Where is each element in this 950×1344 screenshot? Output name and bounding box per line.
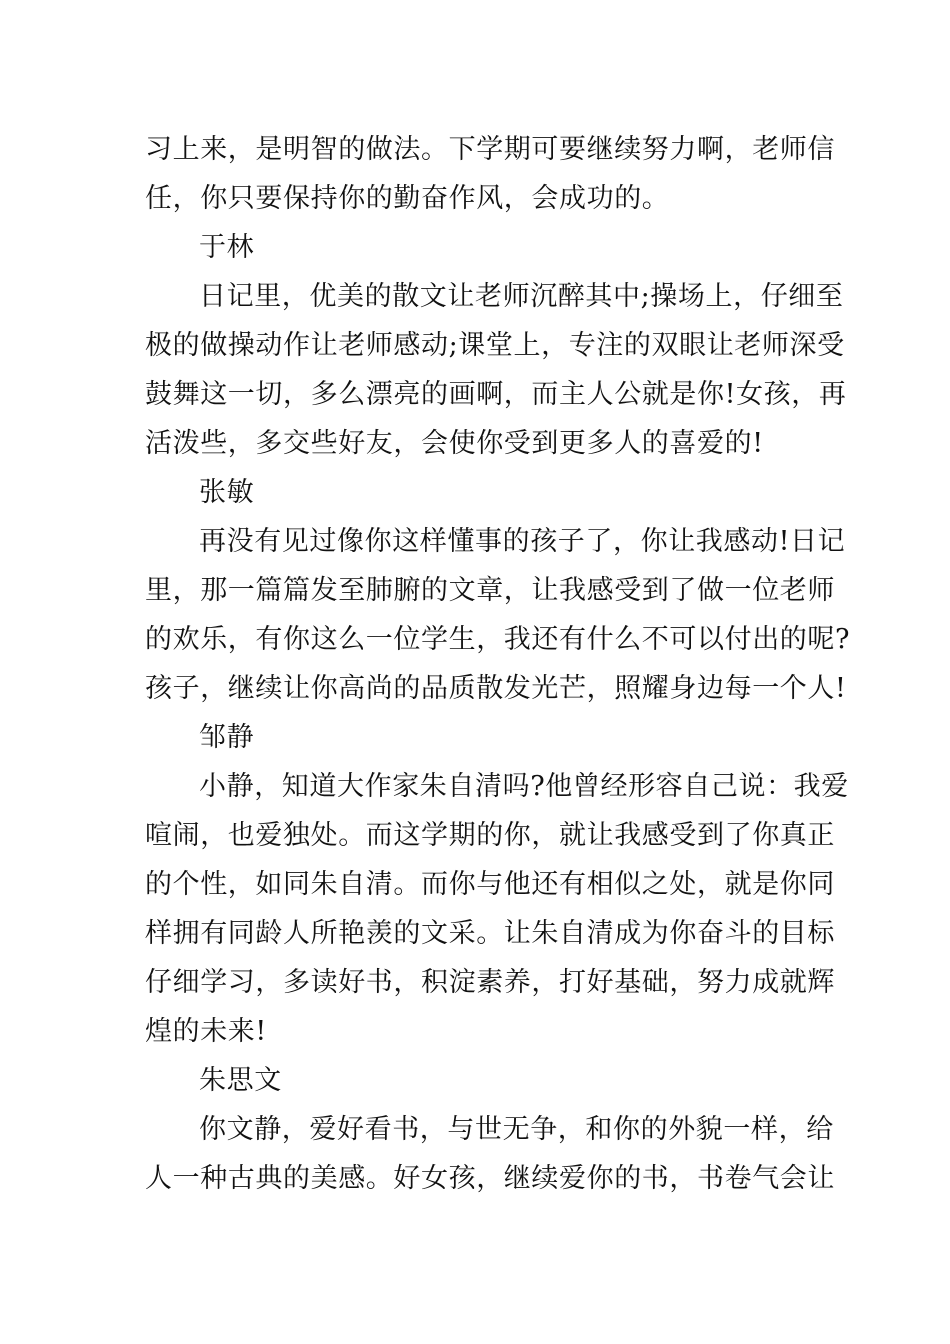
comment-paragraph <box>145 1105 835 1203</box>
paragraph-line: 再没有见过像你这样懂事的孩子了，你让我感动!日记 <box>199 526 846 557</box>
paragraph-line: 喧闹，也爱独处。而这学期的你，就让我感受到了你真正 <box>145 820 835 851</box>
paragraph-line: 孩子，继续让你高尚的品质散发光芒，照耀身边每一个人! <box>145 673 847 704</box>
student-name <box>145 713 807 762</box>
paragraph-line: 日记里，优美的散文让老师沉醉其中;操场上，仔细至 <box>199 281 844 312</box>
student-name-text: 朱思文 <box>199 1065 282 1096</box>
student-name-text: 张敏 <box>199 477 255 508</box>
student-name-text: 于林 <box>199 232 255 263</box>
paragraph-line: 活泼些，多交些好友，会使你受到更多人的喜爱的! <box>145 428 764 459</box>
paragraph-line: 习上来，是明智的做法。下学期可要继续努力啊，老师信 <box>145 134 835 165</box>
paragraph-line: 煌的未来! <box>145 1016 267 1047</box>
paragraph-line: 的欢乐，有你这么一位学生，我还有什么不可以付出的呢? <box>145 624 851 655</box>
student-name <box>145 223 807 272</box>
student-name <box>145 1056 807 1105</box>
paragraph-line: 样拥有同龄人所艳羡的文采。让朱自清成为你奋斗的目标 <box>145 918 835 949</box>
paragraph-line: 人一种古典的美感。好女孩，继续爱你的书，书卷气会让 <box>145 1163 835 1194</box>
student-name-text: 邹静 <box>199 722 255 753</box>
comment-paragraph <box>145 517 851 713</box>
comment-paragraph <box>145 762 849 1056</box>
paragraph-line: 你文静，爱好看书，与世无争，和你的外貌一样，给 <box>199 1114 834 1145</box>
student-name <box>145 468 807 517</box>
comment-paragraph <box>145 272 847 468</box>
paragraph-line: 仔细学习，多读好书，积淀素养，打好基础，努力成就辉 <box>145 967 835 998</box>
paragraph-continuation <box>145 125 835 223</box>
paragraph-line: 的个性，如同朱自清。而你与他还有相似之处，就是你同 <box>145 869 835 900</box>
paragraph-line: 任，你只要保持你的勤奋作风，会成功的。 <box>145 183 670 214</box>
paragraph-line: 小静，知道大作家朱自清吗?他曾经形容自己说：我爱 <box>199 771 849 802</box>
paragraph-line: 鼓舞这一切，多么漂亮的画啊，而主人公就是你!女孩，再 <box>145 379 847 410</box>
paragraph-line: 极的做操动作让老师感动;课堂上，专注的双眼让老师深受 <box>145 330 845 361</box>
paragraph-line: 里，那一篇篇发至肺腑的文章，让我感受到了做一位老师 <box>145 575 835 606</box>
document-page <box>145 125 851 1203</box>
